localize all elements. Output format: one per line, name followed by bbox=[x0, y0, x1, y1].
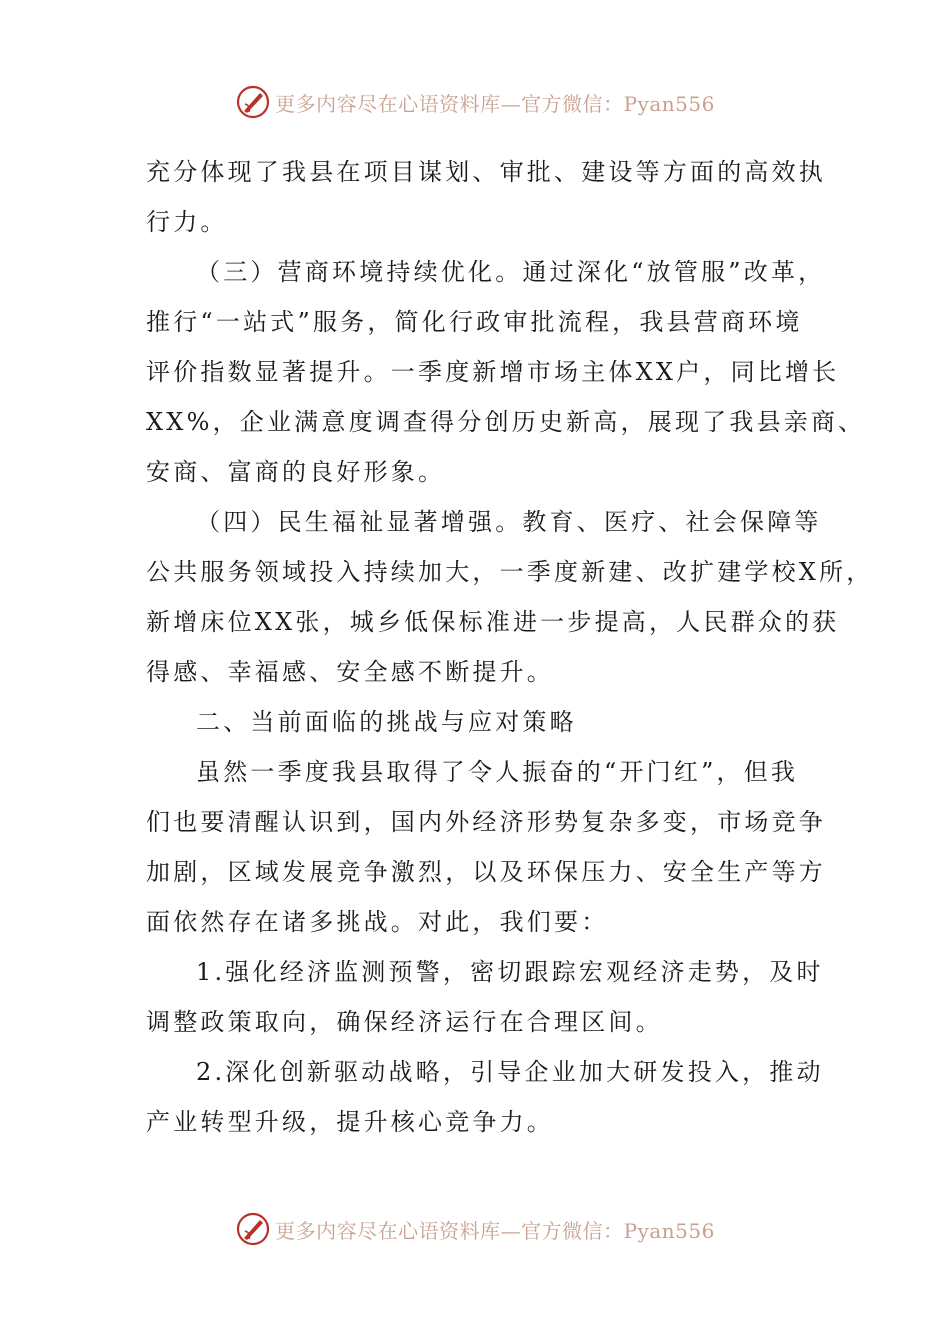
text-line: 产业转型升级，提升核心竞争力。 bbox=[146, 1108, 554, 1136]
text-line: 加剧，区域发展竞争激烈，以及环保压力、安全生产等方 bbox=[146, 858, 826, 886]
text-line: （四）民生福祉显著增强。教育、医疗、社会保障等 bbox=[196, 508, 822, 536]
text-line: 公共服务领域投入持续加大，一季度新建、改扩建学校X所， bbox=[146, 558, 874, 586]
text-line: 们也要清醒认识到，国内外经济形势复杂多变，市场竞争 bbox=[146, 808, 826, 836]
text-line: 行力。 bbox=[146, 208, 228, 236]
text-line: 安商、富商的良好形象。 bbox=[146, 458, 446, 486]
text-line: 调整政策取向，确保经济运行在合理区间。 bbox=[146, 1008, 663, 1036]
text-line: 推行“一站式”服务，简化行政审批流程，我县营商环境 bbox=[146, 308, 803, 336]
text-line: 1.强化经济监测预警，密切跟踪宏观经济走势，及时 bbox=[196, 958, 824, 986]
document-body bbox=[146, 147, 874, 1147]
text-line: 二、当前面临的挑战与应对策略 bbox=[196, 708, 577, 736]
text-line: （三）营商环境持续优化。通过深化“放管服”改革， bbox=[196, 258, 826, 286]
text-line: 新增床位XX张，城乡低保标准进一步提高，人民群众的获 bbox=[146, 608, 840, 636]
text-line: 2.深化创新驱动战略，引导企业加大研发投入，推动 bbox=[196, 1058, 824, 1086]
text-line: XX%，企业满意度调查得分创历史新高，展现了我县亲商、 bbox=[146, 408, 866, 436]
text-line: 面依然存在诸多挑战。对此，我们要： bbox=[146, 908, 609, 936]
quill-pen-logo-icon bbox=[235, 84, 271, 120]
text-line: 充分体现了我县在项目谋划、审批、建设等方面的高效执 bbox=[146, 158, 826, 186]
text-line: 得感、幸福感、安全感不断提升。 bbox=[146, 658, 554, 686]
watermark-text: 更多内容尽在心语资料库—官方微信：Pyan556 bbox=[275, 1218, 715, 1243]
text-line: 虽然一季度我县取得了令人振奋的“开门红”，但我 bbox=[196, 758, 799, 786]
header-watermark-banner bbox=[0, 82, 950, 122]
text-line: 评价指数显著提升。一季度新增市场主体XX户，同比增长 bbox=[146, 358, 840, 386]
footer-watermark-banner bbox=[0, 1209, 950, 1249]
quill-pen-logo-icon bbox=[235, 1211, 271, 1247]
watermark-text: 更多内容尽在心语资料库—官方微信：Pyan556 bbox=[275, 91, 715, 116]
